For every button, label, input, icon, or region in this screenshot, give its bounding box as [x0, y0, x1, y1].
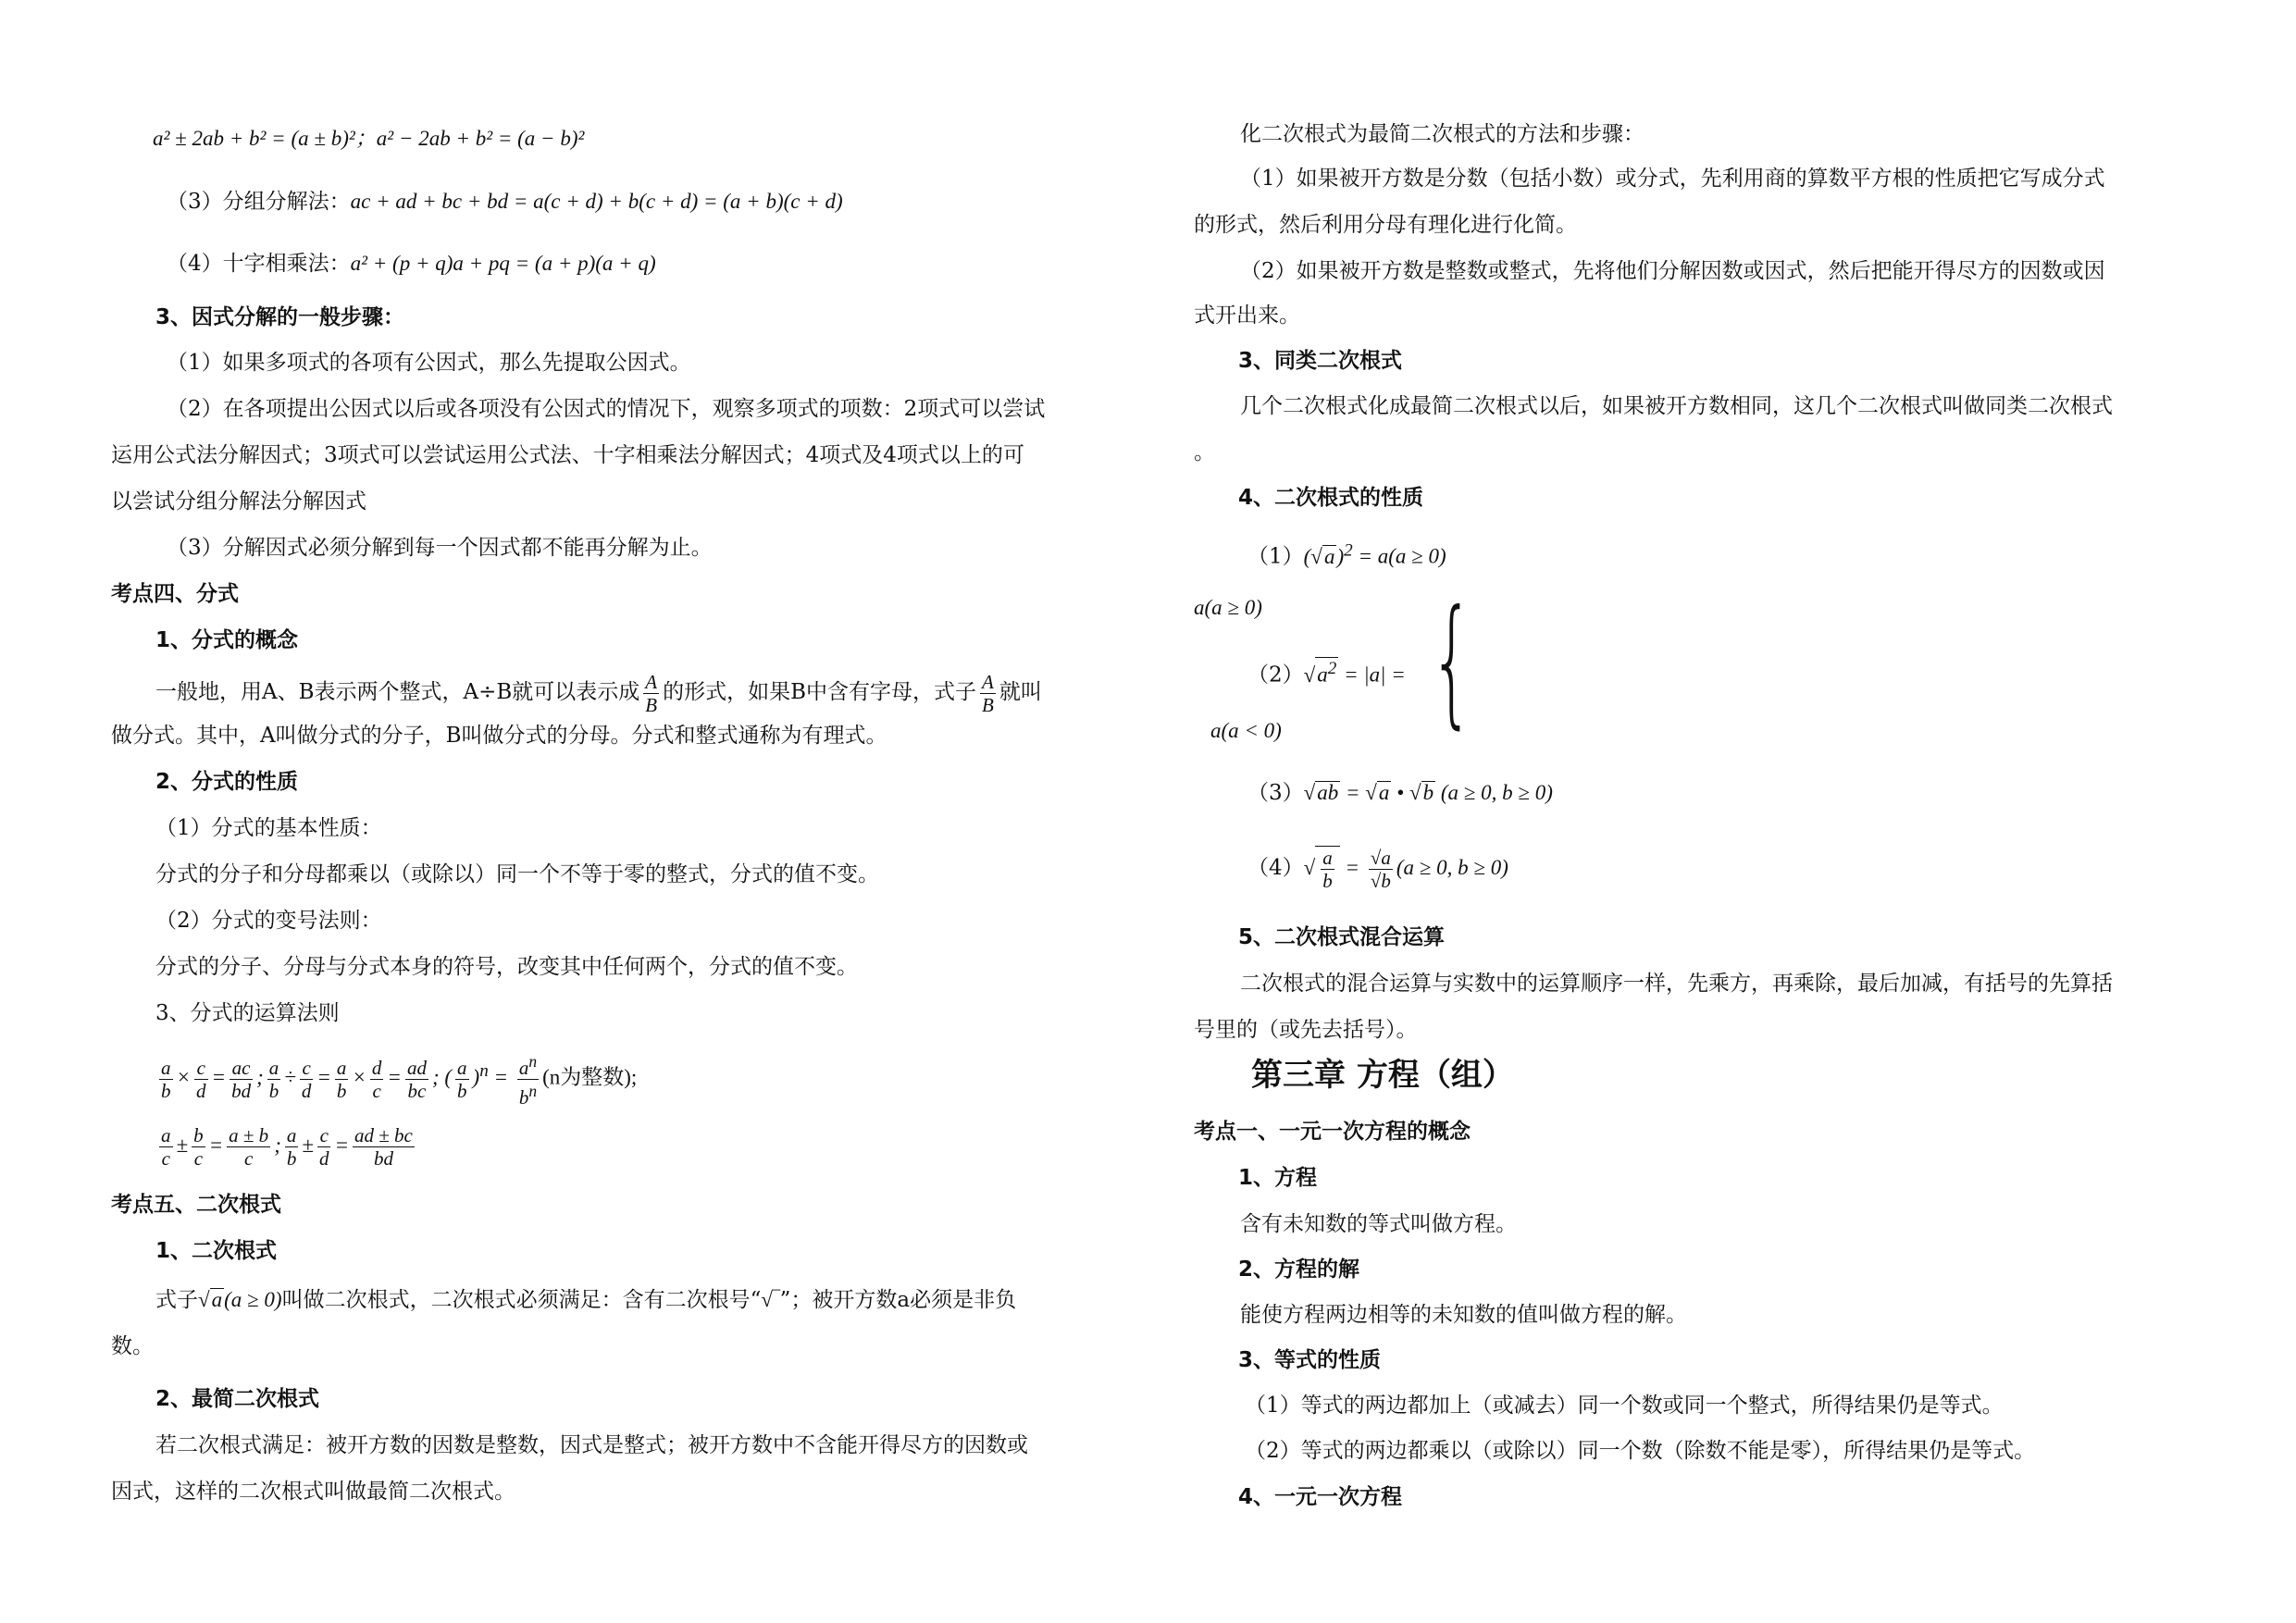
basic-prop-text: 分式的分子和分母都乘以（或除以）同一个不等于零的整式，分式的值不变。 [155, 862, 879, 886]
prop2-formula: = |a| = [1344, 663, 1406, 687]
radical-part-b: 叫做二次根式，二次根式必须满足：含有二次根号“ [281, 1288, 762, 1312]
simplest-line2: 因式，这样的二次根式叫做最简二次根式。 [111, 1480, 515, 1504]
prop4-line: （4）√ $\frac{a}{b}$ = $\frac{√a}{√b}$ (a ≥ 0, b ≥ 0) [1247, 847, 1508, 893]
prop2-label: （2） [1247, 663, 1304, 688]
method-title: 化二次根式为最简二次根式的方法和步骤： [1240, 122, 1644, 146]
prop1-line: $(1)(√a)^2 = a(a \ge 0)$ [1247, 540, 1446, 569]
formula-square: a² ± 2ab + b² = (a ± b)²；a² − 2ab + b² = (a − b)² [153, 127, 585, 150]
prop3-label: （3） [1247, 781, 1304, 805]
radical-part-c: ”；被开方数a必须是非负 [779, 1288, 1017, 1312]
similar-line1: 几个二次根式化成最简二次根式以后，如果被开方数相同，这几个二次根式叫做同类二次根式 [1240, 394, 2113, 418]
frac-denominator-2: B [982, 693, 994, 716]
similar-heading: 3、同类二次根式 [1238, 349, 1403, 373]
prop4-formula: (a ≥ 0, b ≥ 0) [1396, 856, 1508, 879]
method1-line2: 的形式，然后利用分母有理化进行化简。 [1194, 213, 1577, 237]
equation-definition: 含有未知数的等式叫做方程。 [1240, 1212, 1517, 1236]
prop3-formula: (a ≥ 0, b ≥ 0) [1440, 781, 1553, 804]
step2-line2: 运用公式法分解因式；3项式可以尝试运用公式法、十字相乘法分解因式；4项式及4项式以上的可 [111, 443, 1024, 467]
frac-concept-line1 [155, 666, 1042, 718]
method4-label: （4）十字相乘法： [167, 252, 351, 276]
sign-rule-text: 分式的分子、分母与分式本身的符号，改变其中任何两个，分式的值不变。 [155, 955, 858, 979]
mixed-heading: 5、二次根式混合运算 [1238, 925, 1446, 949]
prop2-case1: a(a ≥ 0) [1194, 596, 1262, 619]
ops-formula-line2: $\frac{a}{c}$ ± $\frac{b}{c}$ = $\frac{a \pm b}{c}$ ; $\frac{a}{b}$ ± $\frac{c}{d}$ = $\frac{ad \pm bc}{bd}$ [161, 1124, 413, 1171]
kaodian5-heading: 考点五、二次根式 [111, 1193, 281, 1217]
method3-formula: ac + ad + bc + bd = a(c + d) + b(c + d) = (a + b)(c + d) [350, 190, 843, 213]
equality-prop2: （2）等式的两边都乘以（或除以）同一个数（除数不能是零），所得结果仍是等式。 [1245, 1439, 2036, 1463]
kaodian1-heading: 考点一、一元一次方程的概念 [1194, 1120, 1471, 1144]
prop4-label: （4） [1247, 856, 1304, 880]
concept-part-c: 就叫 [999, 680, 1042, 704]
method2-line1: （2）如果被开方数是整数或整式，先将他们分解因数或因式，然后把能开得尽方的因数或因 [1240, 259, 2105, 283]
frac-numerator: A [645, 670, 658, 693]
step2-line1: （2）在各项提出公因式以后或各项没有公因式的情况下，观察多项式的项数：2项式可以尝试 [167, 397, 1046, 421]
concept-part-a: 一般地，用A、B表示两个整式，A÷B就可以表示成 [155, 680, 640, 704]
step1: （1）如果多项式的各项有公因式，那么先提取公因式。 [167, 351, 691, 375]
left-brace: { [1430, 581, 1474, 742]
prop1-formula: = a(a ≥ 0) [1358, 544, 1446, 568]
frac-prop-heading: 2、分式的性质 [155, 770, 299, 794]
method3-label: （3）分组分解法： [167, 190, 351, 214]
equation-heading: 1、方程 [1238, 1166, 1318, 1190]
radical-sign-symbol: √‾ [761, 1288, 780, 1311]
prop2-case2: a(a < 0) [1210, 719, 1282, 742]
solution-heading: 2、方程的解 [1238, 1258, 1360, 1282]
similar-line2: 。 [1194, 440, 1215, 465]
step2-line3: 以尝试分组分解法分解因式 [111, 489, 366, 514]
simplest-heading: 2、最简二次根式 [155, 1387, 320, 1411]
frac-concept-heading: 1、分式的概念 [155, 628, 299, 652]
linear-eq-heading: 4、一元一次方程 [1238, 1485, 1403, 1509]
method3-line [167, 188, 843, 216]
props-heading: 4、二次根式的性质 [1238, 486, 1424, 510]
mixed-line1: 二次根式的混合运算与实数中的运算顺序一样，先乘方，再乘除，最后加减，有括号的先算括 [1240, 972, 2113, 996]
solution-definition: 能使方程两边相等的未知数的值叫做方程的解。 [1240, 1303, 1687, 1327]
prop3-line: （3）√ab = √a • √b (a ≥ 0, b ≥ 0) [1247, 781, 1553, 805]
basic-prop-label: （1）分式的基本性质： [155, 816, 382, 840]
heading-steps: 3、因式分解的一般步骤： [155, 305, 405, 329]
method4-formula: a² + (p + q)a + pq = (a + p)(a + q) [350, 252, 656, 275]
equality-prop1: （1）等式的两边都加上（或减去）同一个数或同一个整式，所得结果仍是等式。 [1245, 1394, 2004, 1418]
method4-line [167, 250, 656, 278]
ops-rule-heading: 3、分式的运算法则 [155, 1001, 340, 1025]
fraction-a-over-b [643, 671, 659, 716]
sign-rule-label: （2）分式的变号法则： [155, 909, 382, 933]
simplest-line1: 若二次根式满足：被开方数的因数是整数，因式是整式；被开方数中不含能开得尽方的因数或 [155, 1433, 1028, 1457]
radical-part-a: 式子 [155, 1288, 198, 1312]
radical-def-line1 [155, 1286, 1016, 1314]
radical-heading: 1、二次根式 [155, 1239, 278, 1263]
fraction-a-over-b-2 [980, 671, 996, 716]
prop1-label: （1） [1247, 544, 1304, 569]
ops-formula-line1: $\frac{a}{b}$ × $\frac{c}{d}$ = $\frac{ac}{bd}$ ; $\frac{a}{b}$ ÷ $\frac{c}{d}$ = $\frac{a}{b}$ × $\frac{d}{c}$ = $\frac{ad}{bc}$ ; ( $\frac{a}{b}$ )$^n$ = $\frac{a^n}{b^n}$ (n为整数); [161, 1051, 638, 1109]
frac-denominator: B [645, 693, 658, 716]
ops-line1-tail: (n为整数); [542, 1065, 638, 1089]
prop2-line: $(2)√a^2 = |a|$ = [1247, 659, 1406, 688]
concept-part-b: 的形式，如果B中含有字母，式子 [663, 680, 977, 704]
method2-line2: 式开出来。 [1194, 304, 1300, 328]
mixed-line2: 号里的（或先去括号）。 [1194, 1018, 1418, 1042]
step3: （3）分解因式必须分解到每一个因式都不能再分解为止。 [167, 536, 713, 560]
chapter-title: 第三章 方程（组） [1251, 1057, 1514, 1094]
method1-line1: （1）如果被开方数是分数（包括小数）或分式，先利用商的算数平方根的性质把它写成分式 [1240, 167, 2105, 191]
frac-concept-line2: 做分式。其中，A叫做分式的分子，B叫做分式的分母。分式和整式通称为有理式。 [111, 724, 887, 748]
radical-expression: √a(a ≥ 0) [198, 1288, 282, 1311]
frac-numerator-2: A [982, 670, 994, 693]
equality-prop-heading: 3、等式的性质 [1238, 1348, 1382, 1372]
kaodian4-heading: 考点四、分式 [111, 582, 239, 606]
radical-def-line2: 数。 [111, 1334, 154, 1358]
